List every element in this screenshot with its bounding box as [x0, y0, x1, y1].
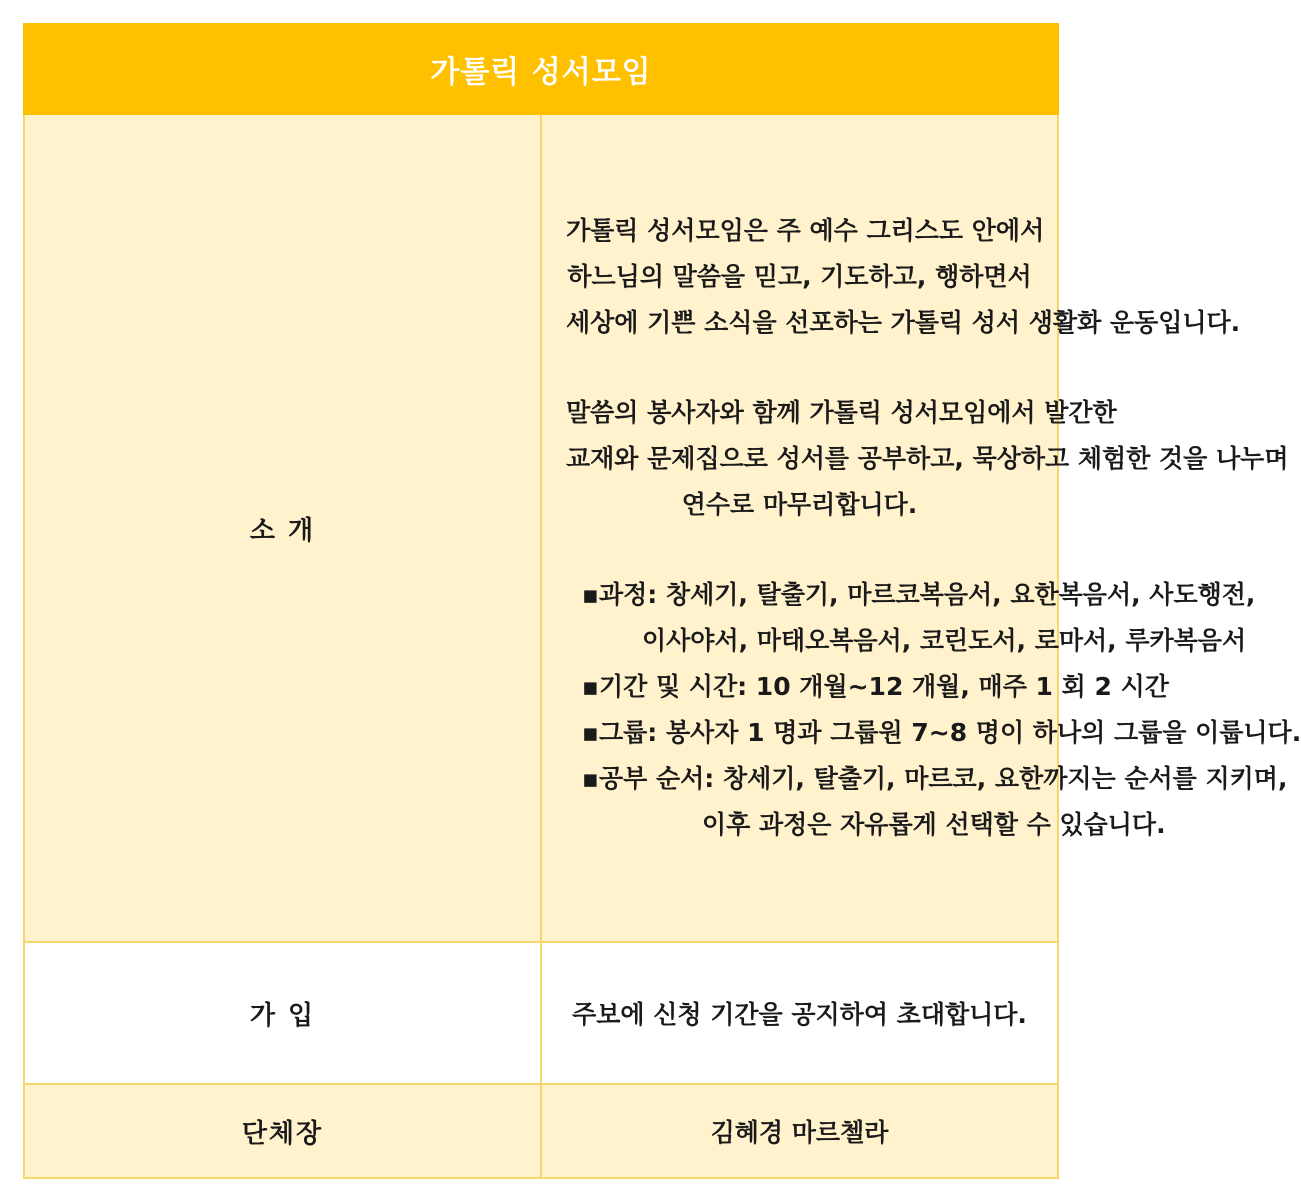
intro-content	[541, 114, 1301, 942]
leader-label: 단체장	[24, 1084, 541, 1178]
intro-line: 말씀의 봉사자와 함께 가톨릭 성서모임에서 발간한	[566, 398, 1117, 427]
intro-paragraph-1	[566, 208, 1241, 346]
page-title: 가톨릭 성서모임	[24, 24, 1058, 114]
bullet-order: ▪공부 순서: 창세기, 탈출기, 마르코, 요한까지는 순서를 지키며,	[582, 764, 1288, 793]
intro-line: 세상에 기쁜 소식을 선포하는 가톨릭 성서 생활화 운동입니다.	[566, 308, 1241, 337]
bullet-order-cont: 이후 과정은 자유롭게 선택할 수 있습니다.	[702, 810, 1166, 839]
join-label: 가 입	[24, 942, 541, 1084]
intro-paragraph-2	[566, 390, 1289, 528]
intro-bullet-list	[566, 572, 1301, 848]
bullet-duration: ▪기간 및 시간: 10 개월~12 개월, 매주 1 회 2 시간	[582, 672, 1169, 701]
intro-label: 소 개	[24, 114, 541, 942]
bullet-course-cont: 이사야서, 마태오복음서, 코린도서, 로마서, 루카복음서	[642, 626, 1247, 655]
bullet-course: ▪과정: 창세기, 탈출기, 마르코복음서, 요한복음서, 사도행전,	[582, 580, 1256, 609]
intro-line: 연수로 마무리합니다.	[681, 490, 918, 519]
leader-name: 김혜경 마르첼라	[541, 1084, 1058, 1178]
info-table	[23, 23, 1301, 1179]
intro-line: 교재와 문제집으로 성서를 공부하고, 묵상하고 체험한 것을 나누며	[566, 444, 1289, 473]
intro-line: 가톨릭 성서모임은 주 예수 그리스도 안에서	[566, 216, 1045, 245]
intro-line: 하느님의 말씀을 믿고, 기도하고, 행하면서	[567, 262, 1032, 291]
join-text: 주보에 신청 기간을 공지하여 초대합니다.	[541, 942, 1058, 1084]
bullet-group: ▪그룹: 봉사자 1 명과 그룹원 7~8 명이 하나의 그룹을 이룹니다.	[582, 718, 1301, 747]
